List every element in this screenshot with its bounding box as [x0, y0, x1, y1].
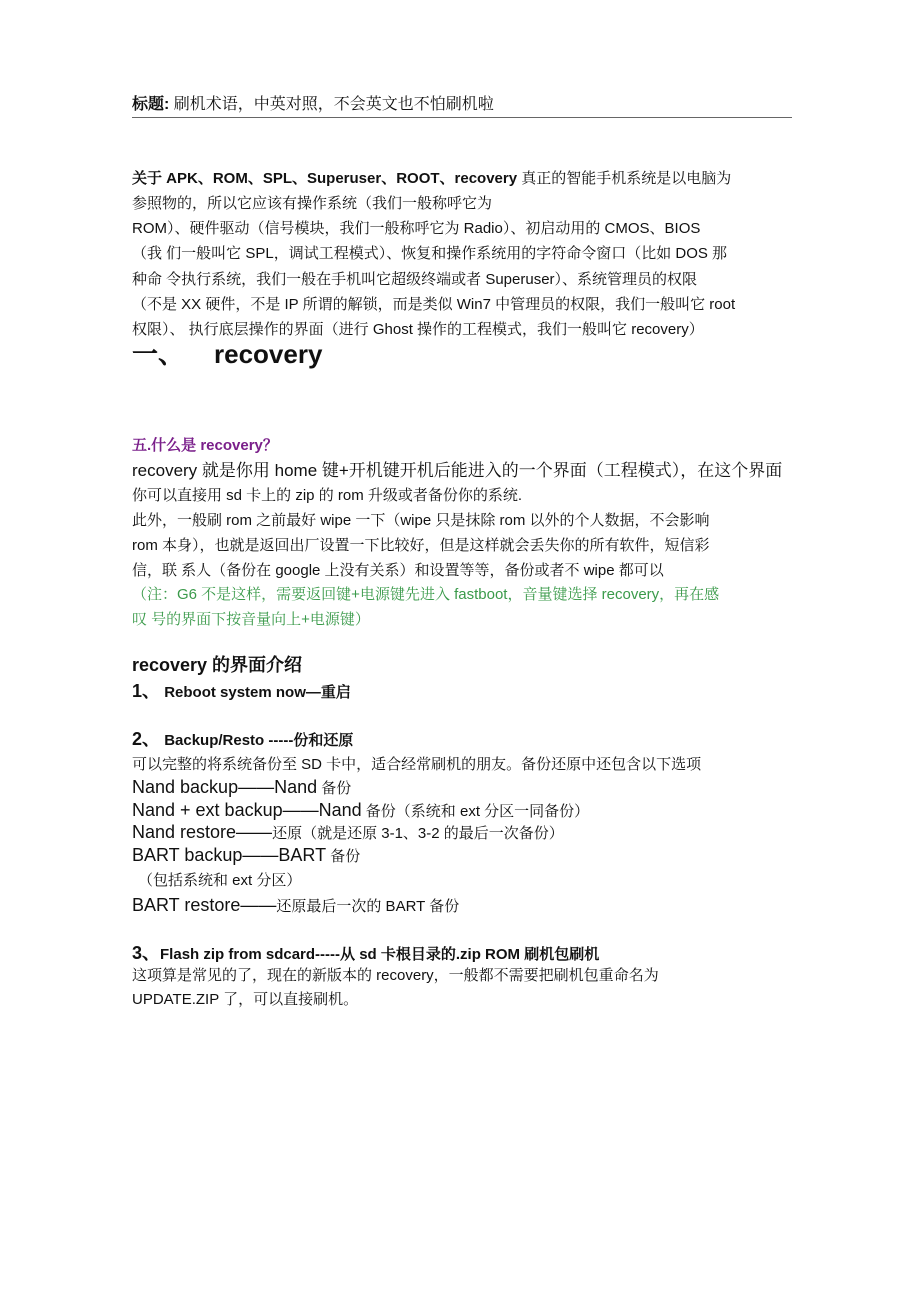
intro-line: 参照物的，所以它应该有操作系统（我们一般称呼它为 — [132, 195, 493, 212]
option-zh: 还原最后一次的 BART 备份 — [276, 898, 460, 915]
intro-line: 种命 令执行系统，我们一般在手机叫它超级终端或者 Superuser）、系统管理员的权限 — [132, 271, 698, 288]
item-1 — [132, 680, 351, 703]
what-line: rom 本身），也就是返回出厂设置一下比较好，但是这样就会丢失你的所有软件，短信彩 — [132, 537, 710, 554]
intro-line: （我 们一般叫它 SPL，调试工程模式）、恢复和操作系统用的字符命令窗口（比如 DOS 那 — [132, 245, 728, 262]
option-zh: 备份 — [326, 848, 361, 865]
backup-option — [132, 894, 459, 917]
backup-option — [132, 776, 351, 799]
note-line: 叹 号的界面下按音量向上+电源键） — [132, 611, 370, 628]
what-heading: 五.什么是 recovery？ — [132, 437, 278, 454]
intro-lead: 关于 APK、ROM、SPL、Superuser、ROOT、recovery — [132, 170, 518, 187]
item-text: Reboot system now—重启 — [164, 684, 351, 701]
what-line: 你可以直接用 sd 卡上的 zip 的 rom 升级或者备份你的系统. — [132, 487, 523, 504]
intro-line: ROM）、硬件驱动（信号模块，我们一般称呼它为 Radio）、初启动用的 CMOS、BIOS — [132, 220, 701, 237]
backup-option — [132, 821, 564, 844]
item-number: 1、 — [132, 681, 161, 701]
option-en: Nand restore—— — [132, 822, 273, 842]
option-zh: 备份 — [317, 780, 352, 797]
item-text: Flash zip from sdcard-----从 sd 卡根目录的.zip ROM 刷机包刷机 — [160, 946, 600, 963]
document-title — [132, 95, 494, 115]
item-3-line: UPDATE.ZIP 了，可以直接刷机。 — [132, 991, 359, 1008]
what-line: 此外，一般刷 rom 之前最好 wipe 一下（wipe 只是抹除 rom 以外的个人数据，不会影响 — [132, 512, 710, 529]
item-3 — [132, 942, 599, 965]
interface-heading: recovery 的界面介绍 — [132, 655, 303, 675]
intro-line — [132, 169, 731, 189]
option-en: Nand + ext backup——Nand — [132, 800, 362, 820]
what-line: 信，联 系人（备份在 google 上没有关系）和设置等等，备份或者不 wipe 都可以 — [132, 562, 664, 579]
backup-option-note: （包括系统和 ext 分区） — [138, 872, 302, 889]
item-3-line: 这项算是常见的了，现在的新版本的 recovery，一般都不需要把刷机包重命名为 — [132, 967, 659, 984]
option-zh: 备份（系统和 ext 分区一同备份） — [361, 803, 590, 820]
intro-line: （不是 XX 硬件，不是 IP 所谓的解锁，而是类似 Win7 中管理员的权限，我们一般叫它 root — [132, 296, 736, 313]
backup-option — [132, 844, 360, 867]
title-text: 刷机术语，中英对照，不会英文也不怕刷机啦 — [169, 96, 494, 113]
section-number: 一、 — [132, 339, 185, 369]
item-2-desc: 可以完整的将系统备份至 SD 卡中，适合经常刷机的朋友。备份还原中还包含以下选项 — [132, 756, 702, 773]
intro-line: 权限）、 执行底层操作的界面（进行 Ghost 操作的工程模式，我们一般叫它 recovery） — [132, 321, 704, 338]
title-divider — [132, 117, 792, 118]
item-number: 3、 — [132, 943, 161, 963]
backup-option — [132, 799, 589, 822]
option-en: BART backup——BART — [132, 845, 327, 865]
section-title: recovery — [214, 339, 323, 369]
item-number: 2、 — [132, 729, 161, 749]
option-zh: 还原（就是还原 3-1、3-2 的最后一次备份） — [272, 825, 564, 842]
option-en: Nand backup——Nand — [132, 777, 318, 797]
intro-text: 真正的智能手机系统是以电脑为 — [521, 170, 732, 187]
item-2 — [132, 728, 353, 751]
title-label: 标题: — [132, 96, 170, 113]
note-line: （注：G6 不是这样，需要返回键+电源键先进入 fastboot，音量键选择 recovery，再在感 — [132, 586, 720, 603]
option-en: BART restore—— — [132, 895, 277, 915]
item-text: Backup/Resto -----份和还原 — [164, 732, 354, 749]
what-line: recovery 就是你用 home 键+开机键开机后能进入的一个界面（工程模式），在这个界面 — [132, 461, 783, 480]
section-heading — [132, 339, 322, 369]
